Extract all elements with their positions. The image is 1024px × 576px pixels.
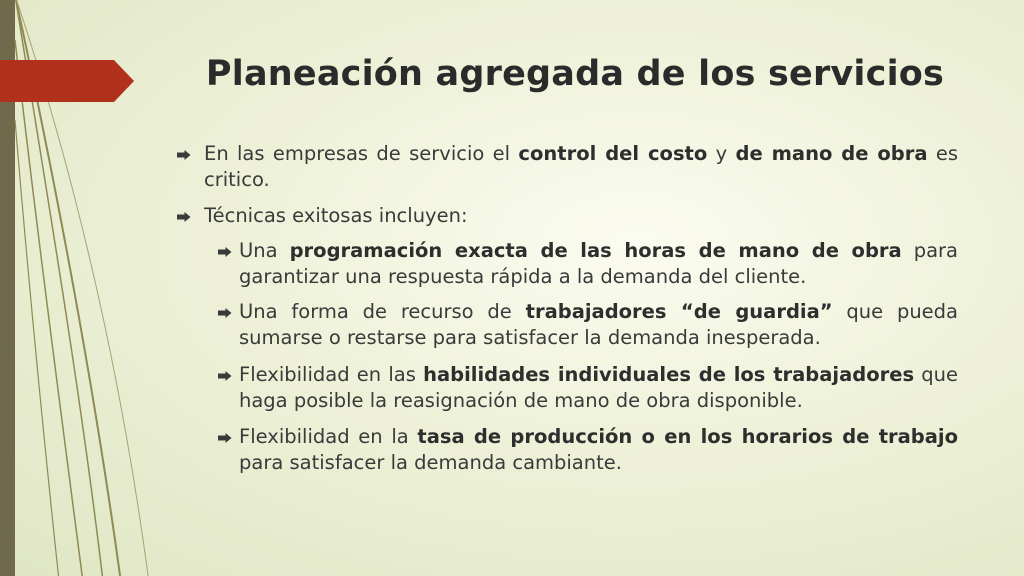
sub-bullet-item bbox=[239, 299, 958, 351]
bullet-text-line: En las empresas de servicio el control del costo y de mano de obra es bbox=[204, 142, 959, 165]
sub-bullet-text-line: sumarse o restarse para satisfacer la demanda inesperada. bbox=[239, 326, 821, 349]
sub-bullet-text-line: para satisfacer la demanda cambiante. bbox=[239, 451, 622, 474]
slide-title: Planeación agregada de los servicios bbox=[205, 54, 945, 94]
sub-bullet-item bbox=[239, 424, 958, 476]
sub-bullet-text-line: Flexibilidad en las habilidades individuales de los trabajadores que bbox=[239, 363, 958, 386]
bullet-item bbox=[204, 141, 958, 193]
arrow-right-icon bbox=[217, 247, 232, 257]
sub-bullet-item bbox=[239, 362, 958, 414]
sub-bullet-text-line: Una forma de recurso de trabajadores “de guardia” que pueda bbox=[239, 300, 959, 323]
sub-bullet-text-line: garantizar una respuesta rápida a la demanda del cliente. bbox=[239, 265, 807, 288]
bullet-text-line: critico. bbox=[204, 168, 270, 191]
bullet-text-line: Técnicas exitosas incluyen: bbox=[204, 204, 468, 227]
sub-bullet-text-line: haga posible la reasignación de mano de obra disponible. bbox=[239, 389, 803, 412]
arrow-right-icon bbox=[217, 371, 232, 381]
bullet-item bbox=[204, 203, 958, 229]
arrow-right-icon bbox=[217, 308, 232, 318]
arrow-right-icon bbox=[176, 212, 191, 222]
arrow-right-icon bbox=[217, 433, 232, 443]
arrow-right-icon bbox=[176, 150, 191, 160]
title-accent-arrow bbox=[0, 60, 134, 102]
sub-bullet-item bbox=[239, 238, 958, 290]
sub-bullet-text-line: Una programación exacta de las horas de mano de obra para bbox=[239, 239, 958, 262]
sub-bullet-text-line: Flexibilidad en la tasa de producción o en los horarios de trabajo bbox=[239, 425, 958, 448]
